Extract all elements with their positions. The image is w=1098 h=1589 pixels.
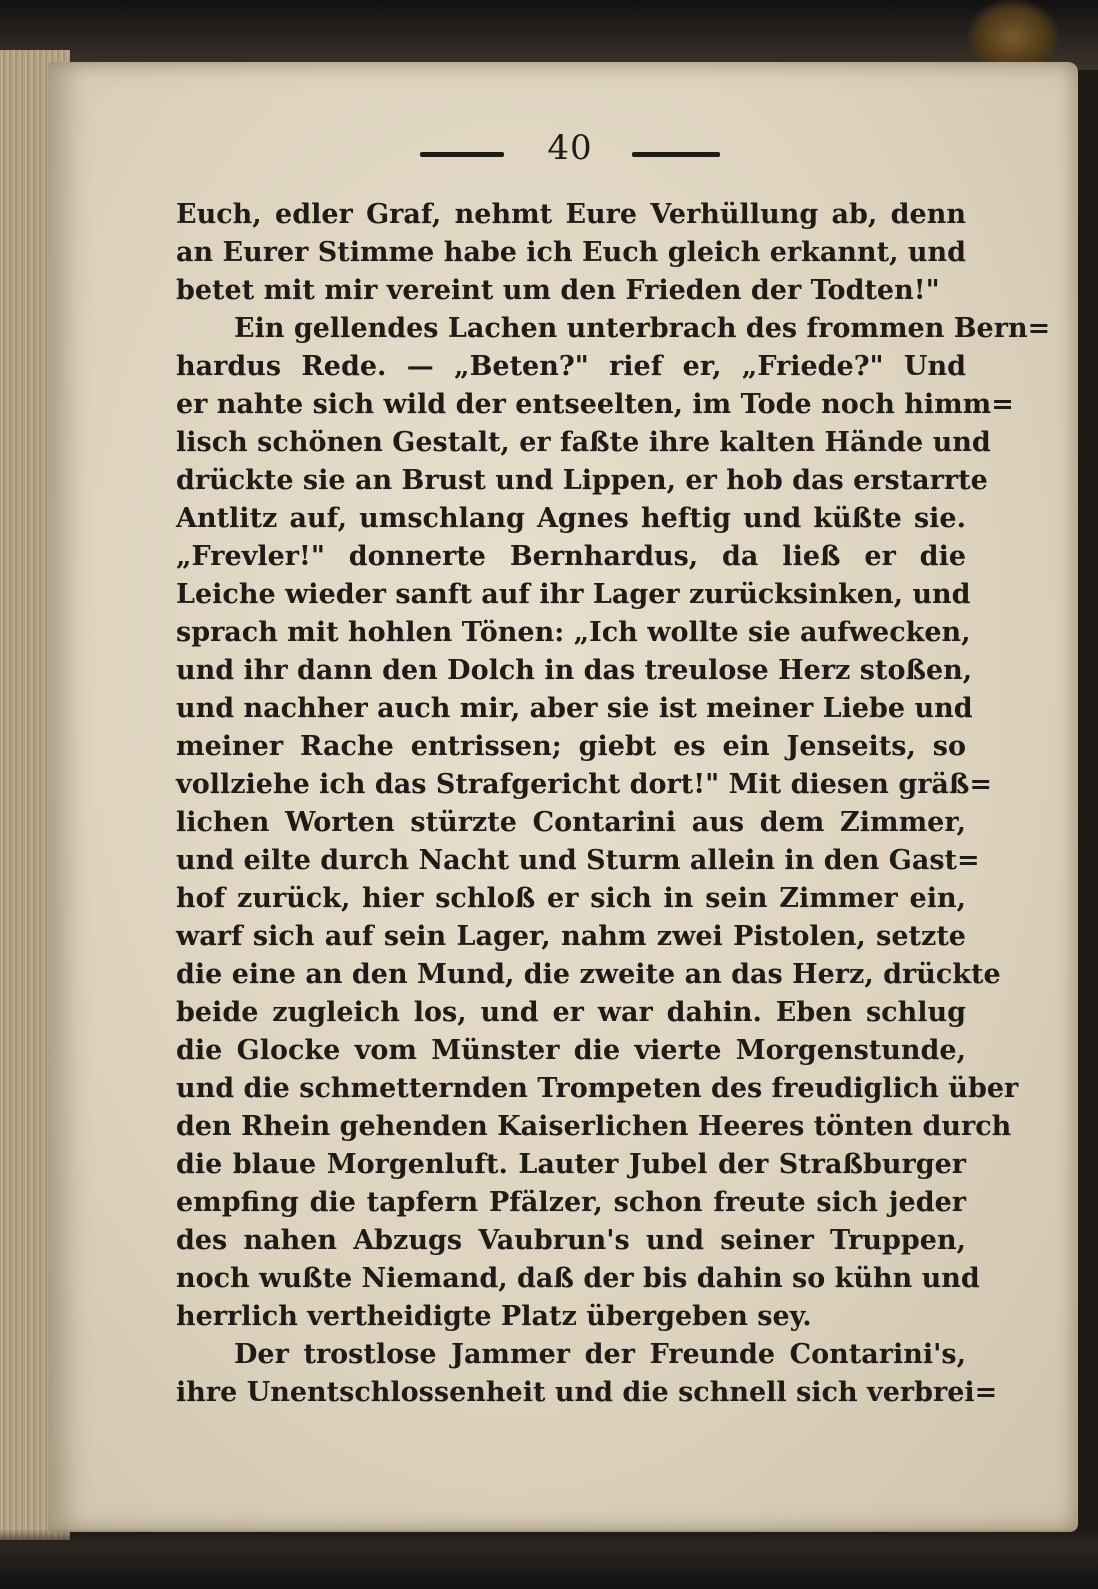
text-line: lichen Worten stürzte Contarini aus dem Zimmer, [176, 807, 966, 838]
text-line: Der trostlose Jammer der Freunde Contarini's, [234, 1339, 966, 1370]
text-line: und eilte durch Nacht und Sturm allein in den Gast= [176, 845, 980, 876]
text-line: Euch, edler Graf, nehmt Eure Verhüllung ab, denn [176, 199, 966, 230]
text-line: und nachher auch mir, aber sie ist meiner Liebe und [176, 693, 973, 724]
text-line: herrlich vertheidigte Platz übergeben sey. [176, 1301, 812, 1332]
text-line: meiner Rache entrissen; giebt es ein Jenseits, so [176, 731, 966, 762]
text-line: empfing die tapfern Pfälzer, schon freute sich jeder [176, 1187, 966, 1218]
text-line: Leiche wieder sanft auf ihr Lager zurücksinken, und [176, 579, 971, 610]
text-line: die eine an den Mund, die zweite an das Herz, drückte [176, 959, 1001, 990]
text-line: die Glocke vom Münster die vierte Morgenstunde, [176, 1035, 966, 1066]
text-line: und die schmetternden Trompeten des freudiglich über [176, 1073, 1019, 1104]
text-line: betet mit mir vereint um den Frieden der Todten!" [176, 275, 940, 306]
text-line: „Frevler!" donnerte Bernhardus, da ließ er die [176, 541, 966, 572]
text-line: und ihr dann den Dolch in das treulose Herz stoßen, [176, 655, 973, 686]
page-number: 40 [547, 128, 593, 168]
text-line: hof zurück, hier schloß er sich in sein Zimmer ein, [176, 883, 966, 914]
text-line: die blaue Morgenluft. Lauter Jubel der Straßburger [176, 1149, 966, 1180]
text-line: vollziehe ich das Strafgericht dort!" Mit diesen gräß= [176, 769, 993, 800]
text-line: Antlitz auf, umschlang Agnes heftig und küßte sie. [176, 503, 966, 534]
text-line: des nahen Abzugs Vaubrun's und seiner Truppen, [176, 1225, 966, 1256]
text-line: warf sich auf sein Lager, nahm zwei Pistolen, setzte [176, 921, 966, 952]
text-line: drückte sie an Brust und Lippen, er hob das erstarrte [176, 465, 988, 496]
text-line: lisch schönen Gestalt, er faßte ihre kalten Hände und [176, 427, 991, 458]
text-line: sprach mit hohlen Tönen: „Ich wollte sie aufwecken, [176, 617, 971, 648]
text-line: noch wußte Niemand, daß der bis dahin so kühn und [176, 1263, 980, 1294]
text-line: ihre Unentschlossenheit und die schnell sich verbrei= [176, 1377, 998, 1408]
text-line: den Rhein gehenden Kaiserlichen Heeres tönten durch [176, 1111, 1012, 1142]
text-line: hardus Rede. — „Beten?" rief er, „Friede?" Und [176, 351, 966, 382]
text-line: Ein gellendes Lachen unterbrach des frommen Bern= [234, 313, 1051, 344]
text-line: er nahte sich wild der entseelten, im Tode noch himm= [176, 389, 1014, 420]
text-line: beide zugleich los, und er war dahin. Eben schlug [176, 997, 966, 1028]
text-line: an Eurer Stimme habe ich Euch gleich erkannt, und [176, 237, 967, 268]
